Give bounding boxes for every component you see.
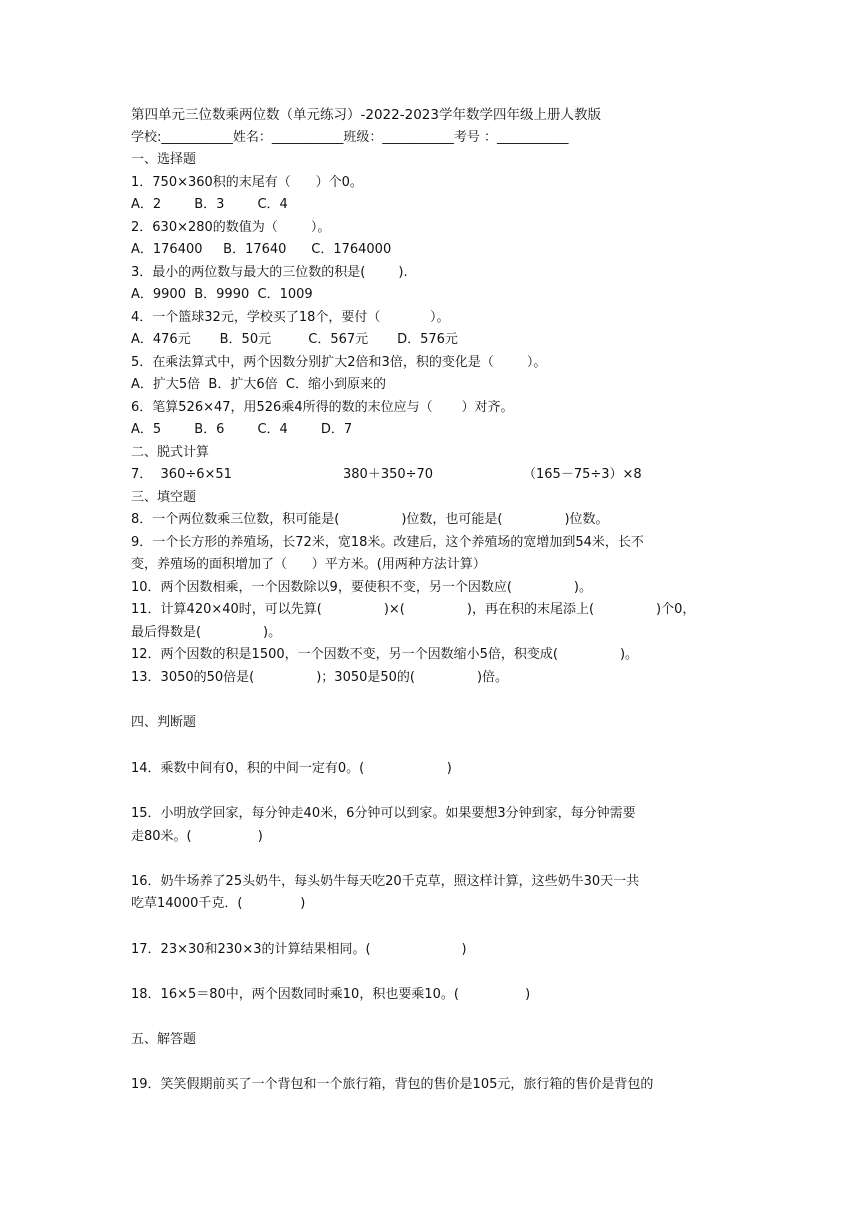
question-8: 8．一个两位数乘三位数，积可能是( )位数，也可能是( )位数。 [131,512,609,527]
document-title: 第四单元三位数乘两位数（单元练习）-2022-2023学年数学四年级上册人教版 [131,107,601,123]
section-heading-fill-blank: 三、填空题 [131,490,197,505]
question-9-line-1: 9．一个长方形的养殖场，长72米，宽18米。改建后，这个养殖场的宽增加到54米，长不 [131,535,644,550]
section-heading-choice: 一、选择题 [131,152,197,167]
question-5: 5．在乘法算式中，两个因数分别扩大2倍和3倍，积的变化是（ ）。 [131,355,547,370]
question-2-options: A．176400 B．17640 C．1764000 [131,242,392,257]
question-18: 18．16×5＝80中，两个因数同时乘10，积也要乘10。( ) [131,987,531,1002]
question-6: 6．笔算526×47，用526乘4所得的数的末位应与（ ）对齐。 [131,400,514,415]
question-4-options: A．476元 B．50元 C．567元 D．576元 [131,332,458,347]
question-12: 12．两个因数的积是1500，一个因数不变，另一个因数缩小5倍，积变成( )。 [131,647,639,662]
section-heading-judgement: 四、判断题 [131,715,197,730]
question-11-line-2: 最后得数是( )。 [131,625,282,640]
question-7-part-c: （165－75÷3）×8 [523,467,642,482]
question-1-options: A．2 B．3 C．4 [131,197,288,212]
question-16-line-2: 吃草14000千克．( ) [131,896,306,911]
question-13: 13．3050的50倍是( )；3050是50的( )倍。 [131,670,509,685]
question-2: 2．630×280的数值为（ ）。 [131,220,331,235]
question-15-line-2: 走80米。( ) [131,829,263,844]
question-5-options: A．扩大5倍 B．扩大6倍 C．缩小到原来的 [131,377,386,392]
question-4: 4．一个篮球32元，学校买了18个，要付（ ）。 [131,310,450,325]
question-11-line-1: 11．计算420×40时，可以先算( )×( )，再在积的末尾添上( )个0， [131,602,696,617]
question-10: 10．两个因数相乘，一个因数除以9，要使积不变，另一个因数应( )。 [131,580,592,595]
question-3-options: A．9900 B．9990 C．1009 [131,287,313,302]
section-heading-answer: 五、解答题 [131,1032,197,1047]
question-14: 14．乘数中间有0，积的中间一定有0。( ) [131,761,452,776]
student-info-line: 学校:___________姓名：___________班级：___________考号 ：___________ [131,130,569,145]
question-1: 1．750×360积的末尾有（ ）个0。 [131,175,363,190]
question-7-part-a: 7． 360÷6×51 [131,467,232,482]
question-17: 17．23×30和230×3的计算结果相同。( ) [131,942,467,957]
question-16-line-1: 16．奶牛场养了25头奶牛，每头奶牛每天吃20千克草，照这样计算，这些奶牛30天一共 [131,874,640,889]
question-9-line-2: 变，养殖场的面积增加了（ ）平方米。(用两种方法计算） [131,557,486,572]
question-19: 19．笑笑假期前买了一个背包和一个旅行箱，背包的售价是105元，旅行箱的售价是背包的 [131,1077,654,1092]
question-6-options: A．5 B．6 C．4 D．7 [131,422,353,437]
question-7-part-b: 380＋350÷70 [343,467,434,482]
question-15-line-1: 15．小明放学回家，每分钟走40米，6分钟可以到家。如果要想3分钟到家，每分钟需要 [131,806,636,821]
question-3: 3．最小的两位数与最大的三位数的积是( ). [131,265,408,280]
section-heading-calculation: 二、脱式计算 [131,445,210,460]
